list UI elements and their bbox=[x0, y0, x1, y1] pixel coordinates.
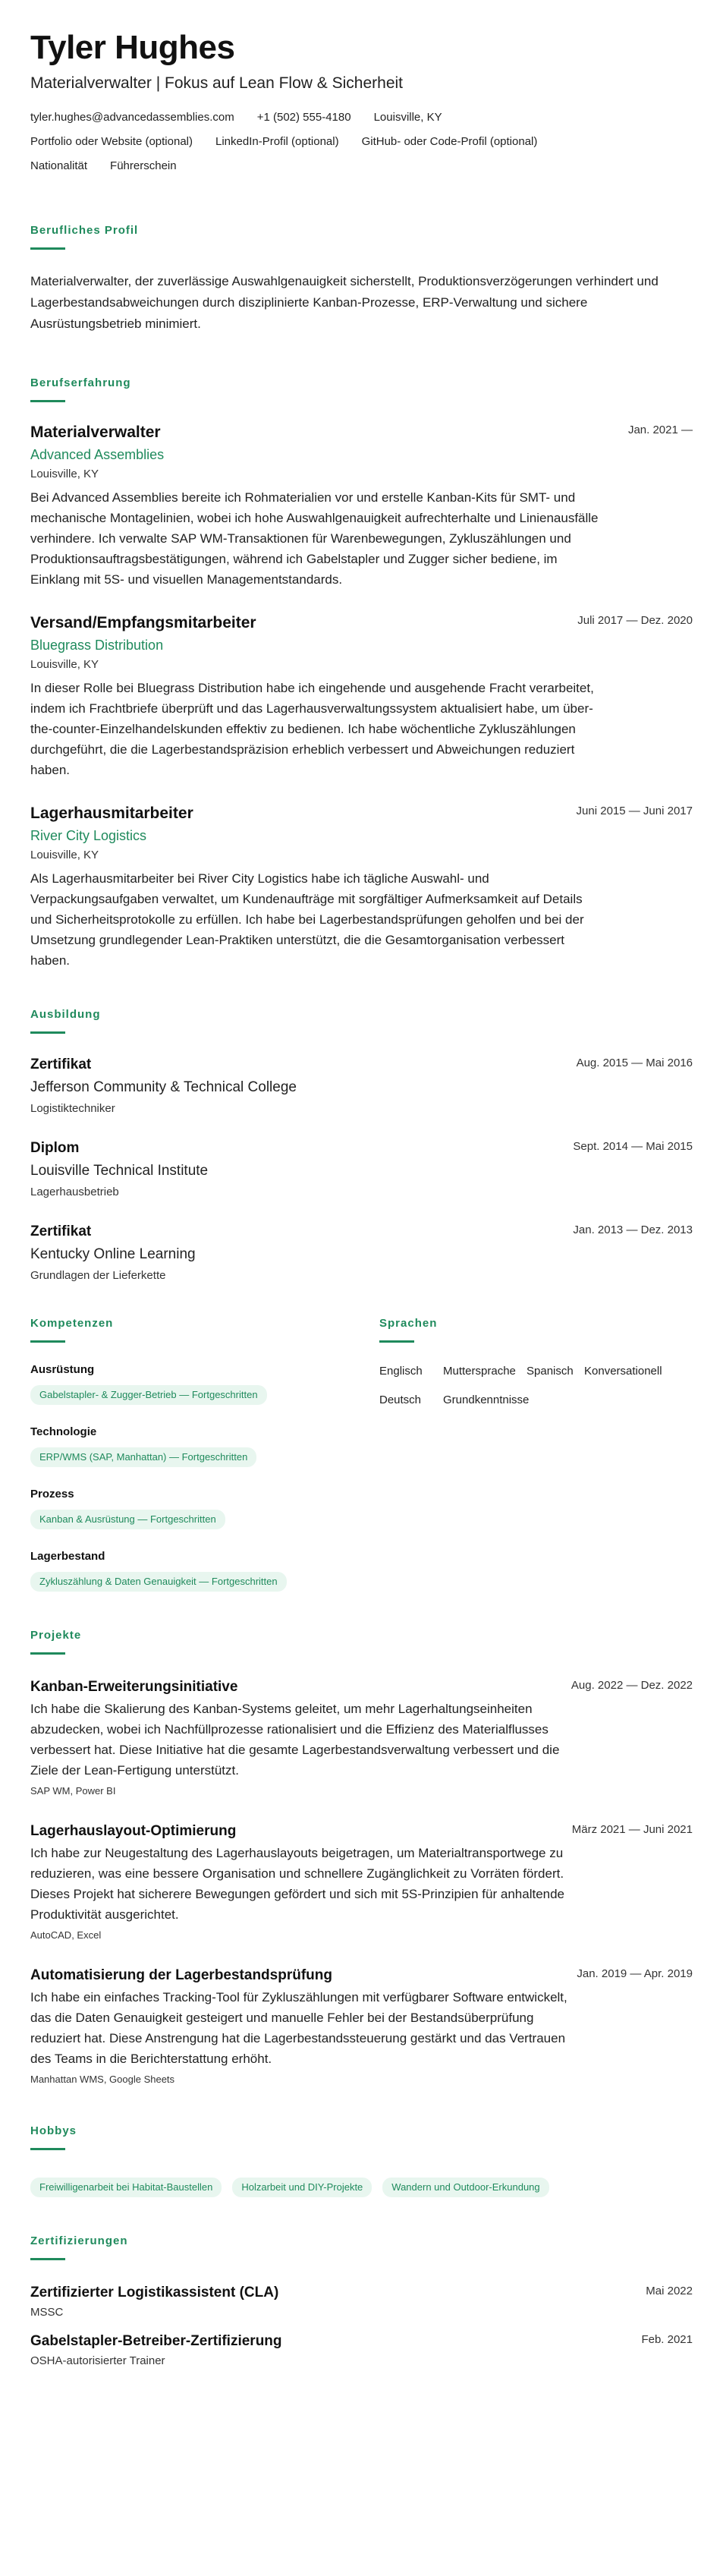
skill-group-name: Prozess bbox=[30, 1488, 74, 1501]
language-level: Grundkenntnisse bbox=[443, 1393, 530, 1406]
certifications-section bbox=[30, 2234, 693, 2370]
job-date: Juli 2017 — Dez. 2020 bbox=[577, 614, 693, 627]
project-description: Ich habe die Skalierung des Kanban-Systems geleitet, um mehr Lagerhaltungseinheiten abzudecken, wobei ich Nachfüllprozesse rationalisiert und die Effizienz des Materialflusses verbessert hat. Diese Initiative hat die gesamte Lagerbestandsverwaltung verbessert und die Ziele der Lean-Fertigung unterstützt. bbox=[30, 1702, 560, 1778]
job-company: Advanced Assemblies bbox=[30, 447, 165, 462]
location-text: Louisville, KY bbox=[373, 111, 442, 124]
section-divider bbox=[30, 1340, 65, 1343]
job-description: Bei Advanced Assemblies bereite ich Rohmaterialien vor und erstelle Kanban-Kits für SMT- und mechanische Montagelinien, wobei ich hohe Auswahlgenauigkeit aufrechterhalte und Linienausfälle verhindere. Ich verwalte SAP WM-Transaktionen für Warenbewegungen, Zykluszählungen und Produktionsauftragsbestätigungen, während ich Gabelstapler und Zugger sicher bediene, im Einklang mit 5S- und visuellen Managementstandards. bbox=[30, 490, 599, 587]
project-entry bbox=[30, 1677, 693, 1799]
phone-link[interactable]: +1 (502) 555-4180 bbox=[256, 111, 351, 124]
languages-section bbox=[379, 1316, 693, 1592]
education-entry bbox=[30, 1222, 693, 1284]
skills-languages-row bbox=[30, 1316, 693, 1592]
certification-issuer: OSHA-autorisierter Trainer bbox=[30, 2354, 165, 2367]
section-divider bbox=[30, 247, 65, 250]
education-degree: Zertifikat bbox=[30, 1223, 92, 1239]
education-section bbox=[30, 1007, 693, 1284]
skill-group-name: Lagerbestand bbox=[30, 1550, 105, 1563]
github-link[interactable]: GitHub- oder Code-Profil (optional) bbox=[361, 135, 538, 148]
job-company: Bluegrass Distribution bbox=[30, 638, 164, 653]
skill-tag: ERP/WMS (SAP, Manhattan) — Fortgeschritten bbox=[30, 1447, 256, 1467]
language-level: Konversationell bbox=[584, 1365, 662, 1378]
profile-heading: Berufliches Profil bbox=[30, 224, 139, 237]
hobby-tag: Wandern und Outdoor-Erkundung bbox=[382, 2178, 549, 2197]
job-description: Als Lagerhausmitarbeiter bei River City Logistics habe ich tägliche Auswahl- und Verpackungsaufgaben verwaltet, um Kundenaufträge mit sorgfältiger Aufmerksamkeit auf Details und Sicherheitsprotokolle zu erfüllen. Ich habe bei Lagerbestandsprüfungen geholfen und bei der Umsetzung grundlegender Lean-Praktiken unterstützt, die die Gesamtorganisation verbessert haben. bbox=[30, 871, 584, 968]
project-tools: SAP WM, Power BI bbox=[30, 1785, 116, 1797]
skill-tag: Kanban & Ausrüstung — Fortgeschritten bbox=[30, 1510, 225, 1529]
resume-header bbox=[30, 27, 693, 175]
education-date: Sept. 2014 — Mai 2015 bbox=[573, 1140, 693, 1153]
job-location: Louisville, KY bbox=[30, 849, 99, 861]
candidate-name: Tyler Hughes bbox=[30, 29, 235, 66]
project-tools: AutoCAD, Excel bbox=[30, 1929, 102, 1941]
section-divider bbox=[379, 1340, 414, 1343]
projects-section bbox=[30, 1628, 693, 2087]
section-divider bbox=[30, 1652, 65, 1655]
links-row bbox=[30, 134, 693, 150]
certification-entry bbox=[30, 2332, 693, 2370]
skill-tag: Zykluszählung & Daten Genauigkeit — Fortgeschritten bbox=[30, 1572, 287, 1592]
project-title: Automatisierung der Lagerbestandsprüfung bbox=[30, 1967, 332, 1983]
portfolio-link[interactable]: Portfolio oder Website (optional) bbox=[30, 135, 193, 148]
education-entry bbox=[30, 1055, 693, 1117]
education-degree: Zertifikat bbox=[30, 1057, 92, 1072]
skills-heading: Kompetenzen bbox=[30, 1317, 114, 1330]
project-title: Kanban-Erweiterungsinitiative bbox=[30, 1679, 238, 1695]
project-date: Aug. 2022 — Dez. 2022 bbox=[571, 1679, 693, 1692]
certification-name: Zertifizierter Logistikassistent (CLA) bbox=[30, 2285, 279, 2300]
education-date: Jan. 2013 — Dez. 2013 bbox=[573, 1223, 693, 1236]
education-school: Louisville Technical Institute bbox=[30, 1163, 209, 1179]
email-link[interactable]: tyler.hughes@advancedassemblies.com bbox=[30, 111, 234, 124]
job-title: Materialverwalter bbox=[30, 424, 161, 441]
education-field: Lagerhausbetrieb bbox=[30, 1186, 119, 1198]
skill-group bbox=[30, 1487, 379, 1529]
project-date: März 2021 — Juni 2021 bbox=[571, 1823, 693, 1836]
job-date: Juni 2015 — Juni 2017 bbox=[576, 805, 693, 817]
skill-group bbox=[30, 1425, 379, 1467]
education-school: Jefferson Community & Technical College bbox=[30, 1079, 297, 1095]
hobby-tag: Holzarbeit und DIY-Projekte bbox=[232, 2178, 372, 2197]
language-level: Muttersprache bbox=[443, 1365, 516, 1378]
section-divider bbox=[30, 400, 65, 402]
section-divider bbox=[30, 1031, 65, 1034]
job-title: Versand/Empfangsmitarbeiter bbox=[30, 614, 256, 631]
hobby-list bbox=[30, 2170, 693, 2197]
language-name: Spanisch bbox=[527, 1365, 574, 1378]
nationality-text: Nationalität bbox=[30, 159, 88, 172]
hobbies-heading: Hobbys bbox=[30, 2124, 77, 2137]
job-location: Louisville, KY bbox=[30, 468, 99, 480]
education-field: Logistiktechniker bbox=[30, 1102, 115, 1115]
linkedin-link[interactable]: LinkedIn-Profil (optional) bbox=[215, 135, 339, 148]
experience-section bbox=[30, 376, 693, 971]
skill-group-name: Technologie bbox=[30, 1425, 97, 1438]
contact-row bbox=[30, 109, 693, 126]
personal-row bbox=[30, 158, 693, 175]
skill-tag: Gabelstapler- & Zugger-Betrieb — Fortgeschritten bbox=[30, 1385, 267, 1405]
certification-issuer: MSSC bbox=[30, 2306, 64, 2319]
job-title: Lagerhausmitarbeiter bbox=[30, 805, 193, 822]
language-name: Englisch bbox=[379, 1365, 423, 1378]
certification-date: Feb. 2021 bbox=[641, 2333, 693, 2346]
education-school: Kentucky Online Learning bbox=[30, 1246, 196, 1262]
project-description: Ich habe zur Neugestaltung des Lagerhauslayouts beigetragen, um Materialtransportwege zu reduzieren, was eine bessere Organisation und schnellere Zugänglichkeit zu Vorräten fördert. Dieses Projekt hat sicherere Bewegungen gefördert und sich mit 5S-Prinzipien für anhaltende Produktivität ausgerichtet. bbox=[30, 1846, 565, 1922]
languages-list bbox=[379, 1364, 693, 1408]
language-name: Deutsch bbox=[379, 1393, 422, 1406]
profile-section bbox=[30, 223, 693, 335]
skill-group bbox=[30, 1549, 379, 1592]
certification-entry bbox=[30, 2283, 693, 2321]
project-description: Ich habe ein einfaches Tracking-Tool für Zykluszählungen mit verfügbarer Software entwickelt, das die Daten Genauigkeit gesteigert und manuelle Fehler bei der Bestandsüberprüfung reduziert hat. Diese Anstrengung hat die Lagerbestandssteuerung gestärkt und das Vertrauen des Teams in die Berichterstattung erhöht. bbox=[30, 1990, 567, 2066]
job-company: River City Logistics bbox=[30, 828, 147, 843]
skill-group-name: Ausrüstung bbox=[30, 1363, 95, 1376]
project-tools: Manhattan WMS, Google Sheets bbox=[30, 2074, 175, 2085]
certification-date: Mai 2022 bbox=[646, 2285, 693, 2297]
skill-group bbox=[30, 1362, 379, 1405]
certification-name: Gabelstapler-Betreiber-Zertifizierung bbox=[30, 2333, 282, 2349]
section-divider bbox=[30, 2148, 65, 2150]
job-entry bbox=[30, 613, 693, 780]
education-entry bbox=[30, 1138, 693, 1201]
projects-heading: Projekte bbox=[30, 1629, 82, 1642]
education-date: Aug. 2015 — Mai 2016 bbox=[576, 1057, 693, 1069]
experience-heading: Berufserfahrung bbox=[30, 376, 131, 389]
job-date: Jan. 2021 — bbox=[627, 424, 693, 436]
license-text: Führerschein bbox=[110, 159, 177, 172]
project-entry bbox=[30, 1822, 693, 1943]
job-location: Louisville, KY bbox=[30, 658, 99, 671]
project-title: Lagerhauslayout-Optimierung bbox=[30, 1823, 237, 1839]
hobby-tag: Freiwilligenarbeit bei Habitat-Baustellen bbox=[30, 2178, 222, 2197]
education-heading: Ausbildung bbox=[30, 1008, 101, 1021]
job-entry bbox=[30, 422, 693, 590]
job-description: In dieser Rolle bei Bluegrass Distribution habe ich eingehende und ausgehende Fracht verarbeitet, indem ich Frachtbriefe überprüft und das Lagerhausverwaltungssystem aktualisiert habe, um über-the-counter-Einzelhandelskunden effektiv zu bedienen. Ich habe wöchentliche Zykluszählungen durchgeführt, die die Lagerbestandspräzision erheblich verbessert und Abweichungen reduziert haben. bbox=[30, 681, 594, 777]
languages-heading: Sprachen bbox=[379, 1317, 438, 1330]
project-date: Jan. 2019 — Apr. 2019 bbox=[577, 1967, 693, 1980]
education-field: Grundlagen der Lieferkette bbox=[30, 1269, 166, 1282]
education-degree: Diplom bbox=[30, 1140, 80, 1156]
skills-section bbox=[30, 1316, 379, 1592]
certifications-heading: Zertifizierungen bbox=[30, 2234, 128, 2247]
job-entry bbox=[30, 803, 693, 971]
project-entry bbox=[30, 1966, 693, 2087]
profile-summary: Materialverwalter, der zuverlässige Auswahlgenauigkeit sicherstellt, Produktionsverzögerungen verhindert und Lagerbestandsabweichungen durch disziplinierte Kanban-Prozesse, ERP-Verwaltung und sichere Ausrüstungsbetrieb minimiert. bbox=[30, 274, 659, 331]
section-divider bbox=[30, 2258, 65, 2260]
candidate-headline: Materialverwalter | Fokus auf Lean Flow & Sicherheit bbox=[30, 74, 403, 92]
hobbies-section bbox=[30, 2124, 693, 2197]
